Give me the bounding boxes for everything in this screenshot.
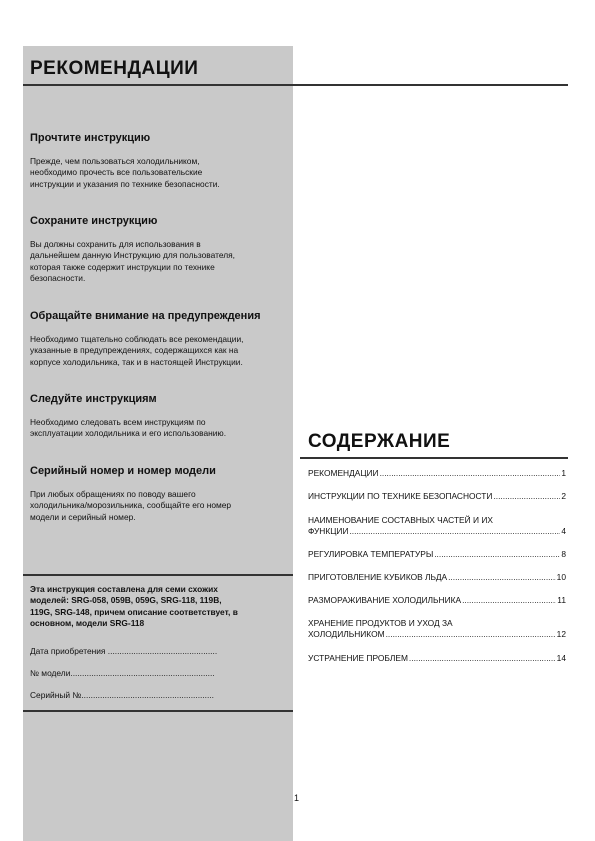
toc-item-label: ФУНКЦИИ [308, 526, 349, 537]
model-info-text [30, 584, 285, 630]
section-heading: Серийный номер и номер модели [30, 465, 216, 477]
toc-page-number: 8 [561, 549, 566, 559]
section-serial-model [30, 465, 288, 523]
toc-leader [380, 468, 561, 479]
body-line: указанные в предупреждениях, содержащихся как на [30, 345, 239, 356]
body-line: Прежде, чем пользоваться холодильником, [30, 156, 200, 166]
section-body [30, 417, 288, 440]
toc-page-number: 4 [561, 526, 566, 537]
page-number: 1 [294, 793, 300, 803]
toc-page-number: 12 [556, 629, 566, 640]
toc-item-recommendations[interactable] [308, 468, 566, 479]
serial-number-field: Серийный №......................................................... [30, 690, 214, 700]
toc-item-defrosting[interactable] [308, 595, 566, 606]
toc-item-label: ХОЛОДИЛЬНИКОМ [308, 629, 385, 640]
section-follow-instructions [30, 393, 288, 440]
purchase-date-field: Дата приобретения ............................................... [30, 646, 218, 656]
toc-item-label: РЕКОМЕНДАЦИИ [308, 468, 379, 478]
section-heading: Прочтите инструкцию [30, 132, 151, 144]
info-line: Эта инструкция составлена для семи схожих [30, 584, 218, 594]
section-body [30, 334, 288, 368]
toc-page-number: 2 [561, 491, 566, 501]
body-line: Вы должны сохранить для использования в [30, 239, 201, 249]
toc-item-label: РЕГУЛИРОВКА ТЕМПЕРАТУРЫ [308, 549, 434, 559]
toc-item-label-line1: НАИМЕНОВАНИЕ СОСТАВНЫХ ЧАСТЕЙ И ИХ [308, 515, 493, 525]
body-line: эксплуатации холодильника и его использованию. [30, 428, 227, 439]
toc-leader [409, 653, 556, 664]
toc-title: СОДЕРЖАНИЕ [308, 431, 451, 452]
toc-item-storage-care[interactable] [308, 618, 566, 641]
toc-item-label-line1: ХРАНЕНИЕ ПРОДУКТОВ И УХОД ЗА [308, 618, 453, 628]
body-line: безопасности. [30, 273, 86, 284]
section-body [30, 489, 288, 523]
info-line: основном, модели SRG-118 [30, 618, 145, 629]
section-heading: Следуйте инструкциям [30, 393, 157, 405]
toc-item-label: УСТРАНЕНИЕ ПРОБЛЕМ [308, 653, 408, 663]
body-line: необходимо прочесть все пользовательские [30, 167, 203, 178]
info-line: моделей: SRG-058, 059B, 059G, SRG-118, 119B, [30, 595, 222, 606]
section-warnings [30, 310, 288, 368]
body-line: Необходимо следовать всем инструкциям по [30, 417, 206, 427]
title-divider [23, 84, 568, 86]
body-line: которая также содержит инструкции по технике [30, 261, 215, 272]
toc-leader [493, 491, 560, 502]
model-info-box [23, 574, 293, 712]
toc-leader [434, 549, 560, 560]
section-keep-instructions [30, 215, 288, 285]
body-line: Необходимо тщательно соблюдать все рекомендации, [30, 334, 244, 344]
section-heading: Сохраните инструкцию [30, 215, 158, 227]
page-title: РЕКОМЕНДАЦИИ [30, 58, 199, 79]
toc-page-number: 14 [556, 653, 566, 663]
section-read-instructions [30, 132, 288, 190]
section-body [30, 239, 288, 285]
toc-leader [448, 572, 556, 583]
toc-item-safety[interactable] [308, 491, 566, 502]
section-body [30, 156, 288, 190]
body-line: При любых обращениях по поводу вашего [30, 489, 196, 499]
toc-page-number: 10 [556, 572, 566, 582]
toc-leader [349, 526, 560, 537]
model-number-field: № модели.............................................................. [30, 668, 215, 678]
toc-page-number: 1 [561, 468, 566, 478]
toc-item-troubleshooting[interactable] [308, 653, 566, 664]
toc-page-number: 11 [557, 595, 566, 605]
body-line: холодильника/морозильника, сообщайте его номер [30, 500, 232, 511]
toc-leader [386, 629, 556, 640]
toc-item-parts[interactable] [308, 515, 566, 538]
toc-divider [300, 457, 568, 459]
toc-item-ice-cubes[interactable] [308, 572, 566, 583]
body-line: дальнейшем данную Инструкцию для пользователя, [30, 250, 235, 261]
toc-leader [462, 595, 556, 606]
body-line: инструкции и указания по технике безопасности. [30, 178, 220, 189]
body-line: корпусе холодильника, так и в настоящей Инструкции. [30, 356, 243, 367]
toc-item-label: ПРИГОТОВЛЕНИЕ КУБИКОВ ЛЬДА [308, 572, 448, 582]
toc-item-label: ИНСТРУКЦИИ ПО ТЕХНИКЕ БЕЗОПАСНОСТИ [308, 491, 493, 501]
toc-item-temperature[interactable] [308, 549, 566, 560]
body-line: модели и серийный номер. [30, 511, 136, 522]
toc-item-label: РАЗМОРАЖИВАНИЕ ХОЛОДИЛЬНИКА [308, 595, 462, 605]
section-heading: Обращайте внимание на предупреждения [30, 310, 261, 322]
info-line: 119G, SRG-148, причем описание соответствует, в [30, 606, 238, 617]
